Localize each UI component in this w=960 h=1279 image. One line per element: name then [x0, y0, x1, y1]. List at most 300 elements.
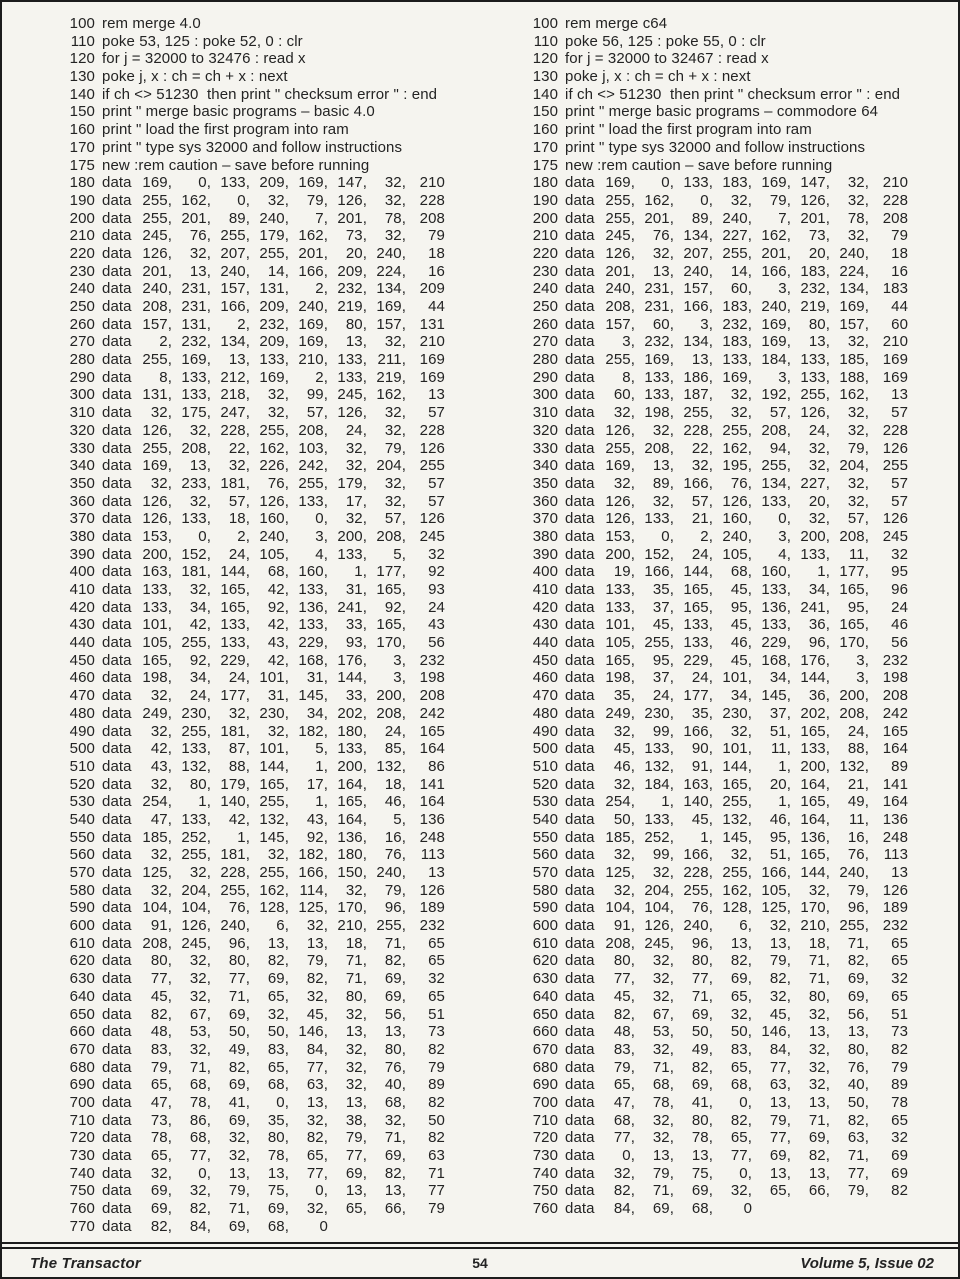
data-value: 77,	[691, 970, 714, 988]
data-value: 141	[882, 775, 909, 793]
data-value: 212,	[220, 368, 250, 386]
data-value: 169,	[761, 315, 792, 333]
data-value: 165,	[839, 616, 870, 634]
data-value: 105,	[761, 881, 792, 899]
data-value: 136,	[337, 828, 367, 846]
data-value: 24,	[808, 421, 831, 439]
data-value: 133,	[298, 616, 328, 634]
data-value: 255,	[220, 881, 250, 899]
line-number: 640	[69, 987, 95, 1005]
data-value: 69,	[228, 1076, 250, 1094]
data-value: 65,	[267, 1058, 289, 1076]
data-value: 79	[428, 227, 445, 245]
data-value: 35,	[652, 581, 675, 598]
data-value: 13,	[691, 351, 714, 369]
data-value: 69,	[150, 1200, 172, 1218]
data-value: 57,	[691, 492, 714, 510]
data-value: 68,	[189, 1129, 211, 1147]
data-value: 180,	[337, 846, 367, 864]
line-number: 400	[532, 563, 559, 581]
data-value: 22,	[691, 439, 714, 457]
data-value: 209	[419, 280, 445, 298]
data-value: 89,	[652, 474, 675, 492]
data-value: 46,	[384, 793, 406, 811]
data-keyword: data	[565, 722, 595, 740]
data-value: 177,	[376, 563, 406, 581]
data-value: 126,	[605, 492, 636, 510]
data-value: 79,	[769, 1111, 792, 1129]
data-value: 32,	[189, 952, 211, 970]
data-value: 77,	[150, 970, 172, 988]
data-keyword: data	[102, 244, 132, 262]
data-keyword: data	[565, 1005, 595, 1023]
data-value: 255,	[605, 439, 636, 457]
data-value: 219,	[376, 368, 406, 386]
data-value: 0,	[315, 1182, 328, 1200]
data-keyword: data	[102, 1200, 132, 1218]
data-keyword: data	[102, 209, 132, 227]
data-keyword: data	[565, 1200, 595, 1218]
data-value: 32,	[189, 1040, 211, 1058]
data-value: 210,	[800, 917, 831, 935]
data-value: 133,	[337, 351, 367, 369]
data-value: 165,	[142, 651, 172, 669]
data-value: 201,	[644, 209, 675, 227]
line-number: 740	[532, 1164, 559, 1182]
code-line	[525, 404, 958, 422]
code-line	[525, 333, 958, 351]
data-value: 79	[891, 1058, 909, 1076]
line-number: 160	[69, 121, 95, 139]
data-value: 32,	[306, 987, 328, 1005]
page-content	[2, 2, 958, 1244]
data-value: 232,	[800, 280, 831, 298]
code-line	[525, 952, 958, 970]
data-value: 13,	[345, 333, 367, 351]
data-value: 77,	[228, 970, 250, 988]
data-value: 51,	[769, 846, 792, 864]
data-value: 65	[428, 934, 445, 952]
data-value: 32,	[267, 191, 289, 209]
data-keyword: data	[565, 881, 595, 899]
data-value: 69,	[384, 1147, 406, 1164]
data-value: 11,	[848, 810, 870, 828]
data-value: 249,	[605, 704, 636, 722]
data-value: 8,	[622, 368, 636, 386]
data-value: 88,	[847, 740, 870, 758]
code-line	[525, 723, 958, 741]
data-value: 198	[419, 669, 445, 687]
data-value: 164,	[800, 810, 831, 828]
data-value: 209,	[259, 333, 289, 351]
data-value: 136	[882, 810, 909, 828]
code-line	[62, 935, 481, 953]
data-keyword: data	[102, 386, 132, 404]
data-value: 224,	[376, 262, 406, 280]
line-number: 730	[532, 1147, 559, 1164]
line-number: 660	[69, 1023, 95, 1041]
data-value: 255	[419, 457, 445, 475]
code-line	[62, 882, 481, 900]
data-value: 101,	[722, 669, 753, 687]
data-value: 45,	[150, 987, 172, 1005]
data-value: 169,	[259, 368, 289, 386]
data-value: 255,	[259, 793, 289, 811]
data-value: 201,	[800, 209, 831, 227]
data-value: 126	[882, 439, 909, 457]
data-value: 24	[891, 598, 909, 616]
code-text: print " type sys 32000 and follow instructions	[102, 138, 403, 156]
data-keyword: data	[102, 298, 132, 315]
data-value: 226,	[259, 457, 289, 475]
data-value: 162,	[259, 439, 289, 457]
data-value: 4,	[778, 545, 792, 563]
line-number: 500	[69, 740, 95, 758]
data-value: 21,	[847, 775, 870, 793]
line-number: 200	[532, 209, 559, 227]
data-value: 245,	[605, 227, 636, 245]
code-line	[525, 705, 958, 723]
data-value: 255,	[142, 191, 172, 209]
data-value: 32,	[652, 492, 675, 510]
data-value: 82,	[730, 1111, 753, 1129]
data-value: 231,	[181, 280, 211, 298]
line-number: 320	[532, 421, 559, 439]
data-value: 24	[428, 598, 445, 616]
data-value: 5,	[393, 810, 406, 828]
code-line	[525, 33, 958, 51]
code-line	[62, 546, 481, 564]
data-value: 32,	[306, 1200, 328, 1218]
data-value: 2,	[700, 527, 714, 545]
data-keyword: data	[102, 227, 132, 245]
code-text: print " load the first program into ram	[565, 121, 812, 139]
data-value: 63,	[306, 1076, 328, 1094]
data-value: 7,	[315, 209, 328, 227]
data-value: 136	[419, 810, 445, 828]
data-value: 32,	[345, 510, 367, 528]
data-keyword: data	[565, 1040, 595, 1058]
code-text: print " merge basic programs – commodore 64	[565, 103, 879, 121]
data-value: 51,	[769, 722, 792, 740]
data-value: 179,	[220, 775, 250, 793]
code-line	[62, 475, 481, 493]
line-number: 360	[532, 492, 559, 510]
data-keyword: data	[565, 262, 595, 280]
data-value: 165,	[376, 581, 406, 598]
data-value: 126	[419, 881, 445, 899]
data-value: 126,	[800, 191, 831, 209]
data-value: 32,	[652, 421, 675, 439]
data-value: 32,	[847, 191, 870, 209]
data-value: 20,	[808, 244, 831, 262]
code-line	[525, 829, 958, 847]
data-value: 50,	[847, 1093, 870, 1111]
data-keyword: data	[102, 775, 132, 793]
line-number: 100	[532, 15, 559, 32]
data-value: 162,	[761, 227, 792, 245]
code-line	[525, 121, 958, 139]
data-value: 57	[428, 492, 445, 510]
data-value: 79,	[228, 1182, 250, 1200]
data-value: 0,	[198, 174, 211, 192]
data-value: 2,	[315, 368, 328, 386]
data-value: 4,	[315, 545, 328, 563]
data-value: 91,	[613, 917, 636, 935]
data-value: 90,	[691, 740, 714, 758]
code-line	[525, 157, 958, 175]
data-value: 76,	[267, 474, 289, 492]
data-value: 157,	[220, 280, 250, 298]
code-line	[62, 227, 481, 245]
data-value: 169	[419, 368, 445, 386]
data-value: 133,	[761, 492, 792, 510]
data-value: 126	[419, 439, 445, 457]
data-value: 65	[428, 987, 445, 1005]
data-value: 79,	[384, 881, 406, 899]
line-number: 700	[532, 1093, 559, 1111]
data-value: 13	[891, 386, 909, 404]
data-value: 114,	[299, 881, 328, 899]
data-value: 24,	[345, 421, 367, 439]
data-value: 3,	[393, 669, 406, 687]
line-number: 700	[69, 1093, 95, 1111]
data-value: 231,	[644, 280, 675, 298]
code-line	[525, 280, 958, 298]
data-value: 45,	[730, 616, 753, 634]
data-value: 160,	[761, 563, 792, 581]
data-keyword: data	[102, 881, 132, 899]
data-keyword: data	[565, 280, 595, 298]
data-value: 69,	[691, 1076, 714, 1094]
data-value: 5,	[315, 740, 328, 758]
data-value: 183,	[722, 333, 753, 351]
data-value: 77,	[769, 1058, 792, 1076]
data-value: 101,	[722, 740, 753, 758]
data-value: 0,	[739, 1164, 753, 1182]
code-line	[62, 1147, 481, 1165]
data-value: 95,	[730, 598, 753, 616]
line-number: 430	[532, 616, 559, 634]
data-value: 95	[891, 563, 909, 581]
data-value: 145,	[761, 687, 792, 705]
data-value: 65,	[730, 1058, 753, 1076]
data-value: 132,	[259, 810, 289, 828]
data-value: 32,	[150, 1164, 172, 1182]
data-keyword: data	[102, 952, 132, 970]
line-number: 370	[532, 510, 559, 528]
line-number: 240	[69, 280, 95, 298]
code-line	[525, 1006, 958, 1024]
data-value: 32,	[189, 1182, 211, 1200]
data-value: 51	[428, 1005, 445, 1023]
code-line	[525, 369, 958, 387]
data-value: 17,	[306, 775, 328, 793]
data-keyword: data	[102, 970, 132, 988]
data-value: 0	[319, 1217, 328, 1235]
data-keyword: data	[102, 457, 132, 475]
data-value: 57	[891, 404, 909, 422]
data-keyword: data	[102, 917, 132, 935]
data-value: 255,	[181, 722, 211, 740]
data-value: 248	[882, 828, 909, 846]
data-value: 13,	[691, 1147, 714, 1164]
code-line	[62, 634, 481, 652]
data-value: 18,	[345, 934, 367, 952]
code-line	[525, 68, 958, 86]
data-value: 204,	[644, 881, 675, 899]
data-value: 133,	[181, 740, 211, 758]
data-value: 79	[428, 1058, 445, 1076]
data-value: 200,	[337, 527, 367, 545]
data-value: 45,	[730, 581, 753, 598]
data-value: 133,	[605, 598, 636, 616]
data-keyword: data	[565, 899, 595, 917]
line-number: 630	[69, 970, 95, 988]
data-value: 88,	[228, 757, 250, 775]
data-value: 170,	[839, 634, 870, 652]
data-value: 92,	[306, 828, 328, 846]
code-line	[525, 1112, 958, 1130]
code-line	[525, 103, 958, 121]
data-value: 166,	[683, 474, 714, 492]
line-number: 100	[69, 15, 95, 32]
data-value: 208,	[376, 704, 406, 722]
data-value: 32,	[808, 510, 831, 528]
data-keyword: data	[565, 687, 595, 705]
data-value: 2,	[237, 315, 250, 333]
data-value: 200,	[605, 545, 636, 563]
data-value: 169,	[298, 333, 328, 351]
data-value: 240,	[722, 209, 753, 227]
line-number: 750	[532, 1182, 559, 1200]
data-value: 71,	[652, 1182, 675, 1200]
data-value: 230,	[259, 704, 289, 722]
data-value: 198,	[142, 669, 172, 687]
code-line	[62, 386, 481, 404]
data-value: 89	[891, 757, 909, 775]
code-line	[525, 846, 958, 864]
data-value: 165,	[800, 722, 831, 740]
data-value: 170,	[337, 899, 367, 917]
data-value: 228	[882, 421, 909, 439]
data-value: 80,	[267, 1129, 289, 1147]
data-value: 255,	[142, 439, 172, 457]
data-value: 53,	[652, 1023, 675, 1041]
data-value: 210	[882, 174, 909, 192]
line-number: 330	[532, 439, 559, 457]
code-line	[62, 581, 481, 599]
data-value: 79,	[769, 191, 792, 209]
line-number: 230	[532, 262, 559, 280]
data-value: 125,	[605, 864, 636, 881]
data-value: 82,	[613, 1005, 636, 1023]
data-value: 240,	[722, 527, 753, 545]
data-value: 166,	[761, 262, 792, 280]
data-value: 105,	[722, 545, 753, 563]
data-value: 0,	[237, 191, 250, 209]
code-line	[62, 457, 481, 475]
data-value: 71	[428, 1164, 445, 1182]
line-number: 580	[69, 881, 95, 899]
data-value: 126,	[259, 492, 289, 510]
data-value: 169,	[142, 174, 172, 192]
data-value: 65	[891, 1111, 909, 1129]
data-keyword: data	[102, 616, 132, 634]
code-line	[62, 758, 481, 776]
data-value: 164,	[337, 775, 367, 793]
program-listing-basic40	[2, 15, 481, 1242]
line-number: 420	[532, 598, 559, 616]
data-value: 65,	[150, 1147, 172, 1164]
code-line	[525, 351, 958, 369]
data-keyword: data	[102, 1217, 132, 1235]
line-number: 560	[532, 846, 559, 864]
data-value: 140,	[220, 793, 250, 811]
data-value: 207,	[683, 244, 714, 262]
data-value: 73	[891, 1023, 909, 1041]
data-value: 60	[891, 315, 909, 333]
data-value: 136,	[761, 598, 792, 616]
data-value: 69,	[691, 1005, 714, 1023]
data-value: 56,	[847, 1005, 870, 1023]
data-value: 132,	[181, 757, 211, 775]
data-value: 69,	[228, 1005, 250, 1023]
data-value: 160,	[298, 563, 328, 581]
data-value: 201,	[142, 262, 172, 280]
data-value: 69,	[847, 970, 870, 988]
data-value: 69	[891, 1147, 909, 1164]
line-number: 210	[532, 227, 559, 245]
data-value: 24,	[384, 722, 406, 740]
data-value: 33,	[345, 687, 367, 705]
data-keyword: data	[102, 191, 132, 209]
data-keyword: data	[565, 1164, 595, 1182]
line-number: 180	[69, 174, 95, 192]
data-value: 249,	[142, 704, 172, 722]
data-value: 18,	[228, 510, 250, 528]
data-value: 91,	[691, 757, 714, 775]
line-number: 130	[532, 68, 559, 86]
data-value: 165,	[839, 581, 870, 598]
data-value: 255,	[298, 474, 328, 492]
data-keyword: data	[565, 669, 595, 687]
data-value: 255,	[259, 244, 289, 262]
data-value: 24,	[228, 545, 250, 563]
data-value: 157,	[683, 280, 714, 298]
data-value: 96,	[384, 899, 406, 917]
code-line	[62, 298, 481, 316]
data-value: 162,	[259, 881, 289, 899]
code-line	[62, 1076, 481, 1094]
data-value: 82,	[769, 970, 792, 988]
data-value: 68,	[189, 1076, 211, 1094]
data-value: 169,	[761, 333, 792, 351]
data-value: 181,	[181, 563, 211, 581]
data-value: 134,	[683, 227, 714, 245]
data-value: 32,	[769, 917, 792, 935]
line-number: 620	[69, 952, 95, 970]
data-value: 36,	[808, 687, 831, 705]
data-value: 125,	[761, 899, 792, 917]
data-keyword: data	[102, 1023, 132, 1041]
data-keyword: data	[565, 917, 595, 935]
data-value: 255,	[800, 386, 831, 404]
data-value: 184,	[644, 775, 675, 793]
data-value: 126,	[644, 917, 675, 935]
data-value: 45,	[613, 987, 636, 1005]
line-number: 350	[532, 474, 559, 492]
